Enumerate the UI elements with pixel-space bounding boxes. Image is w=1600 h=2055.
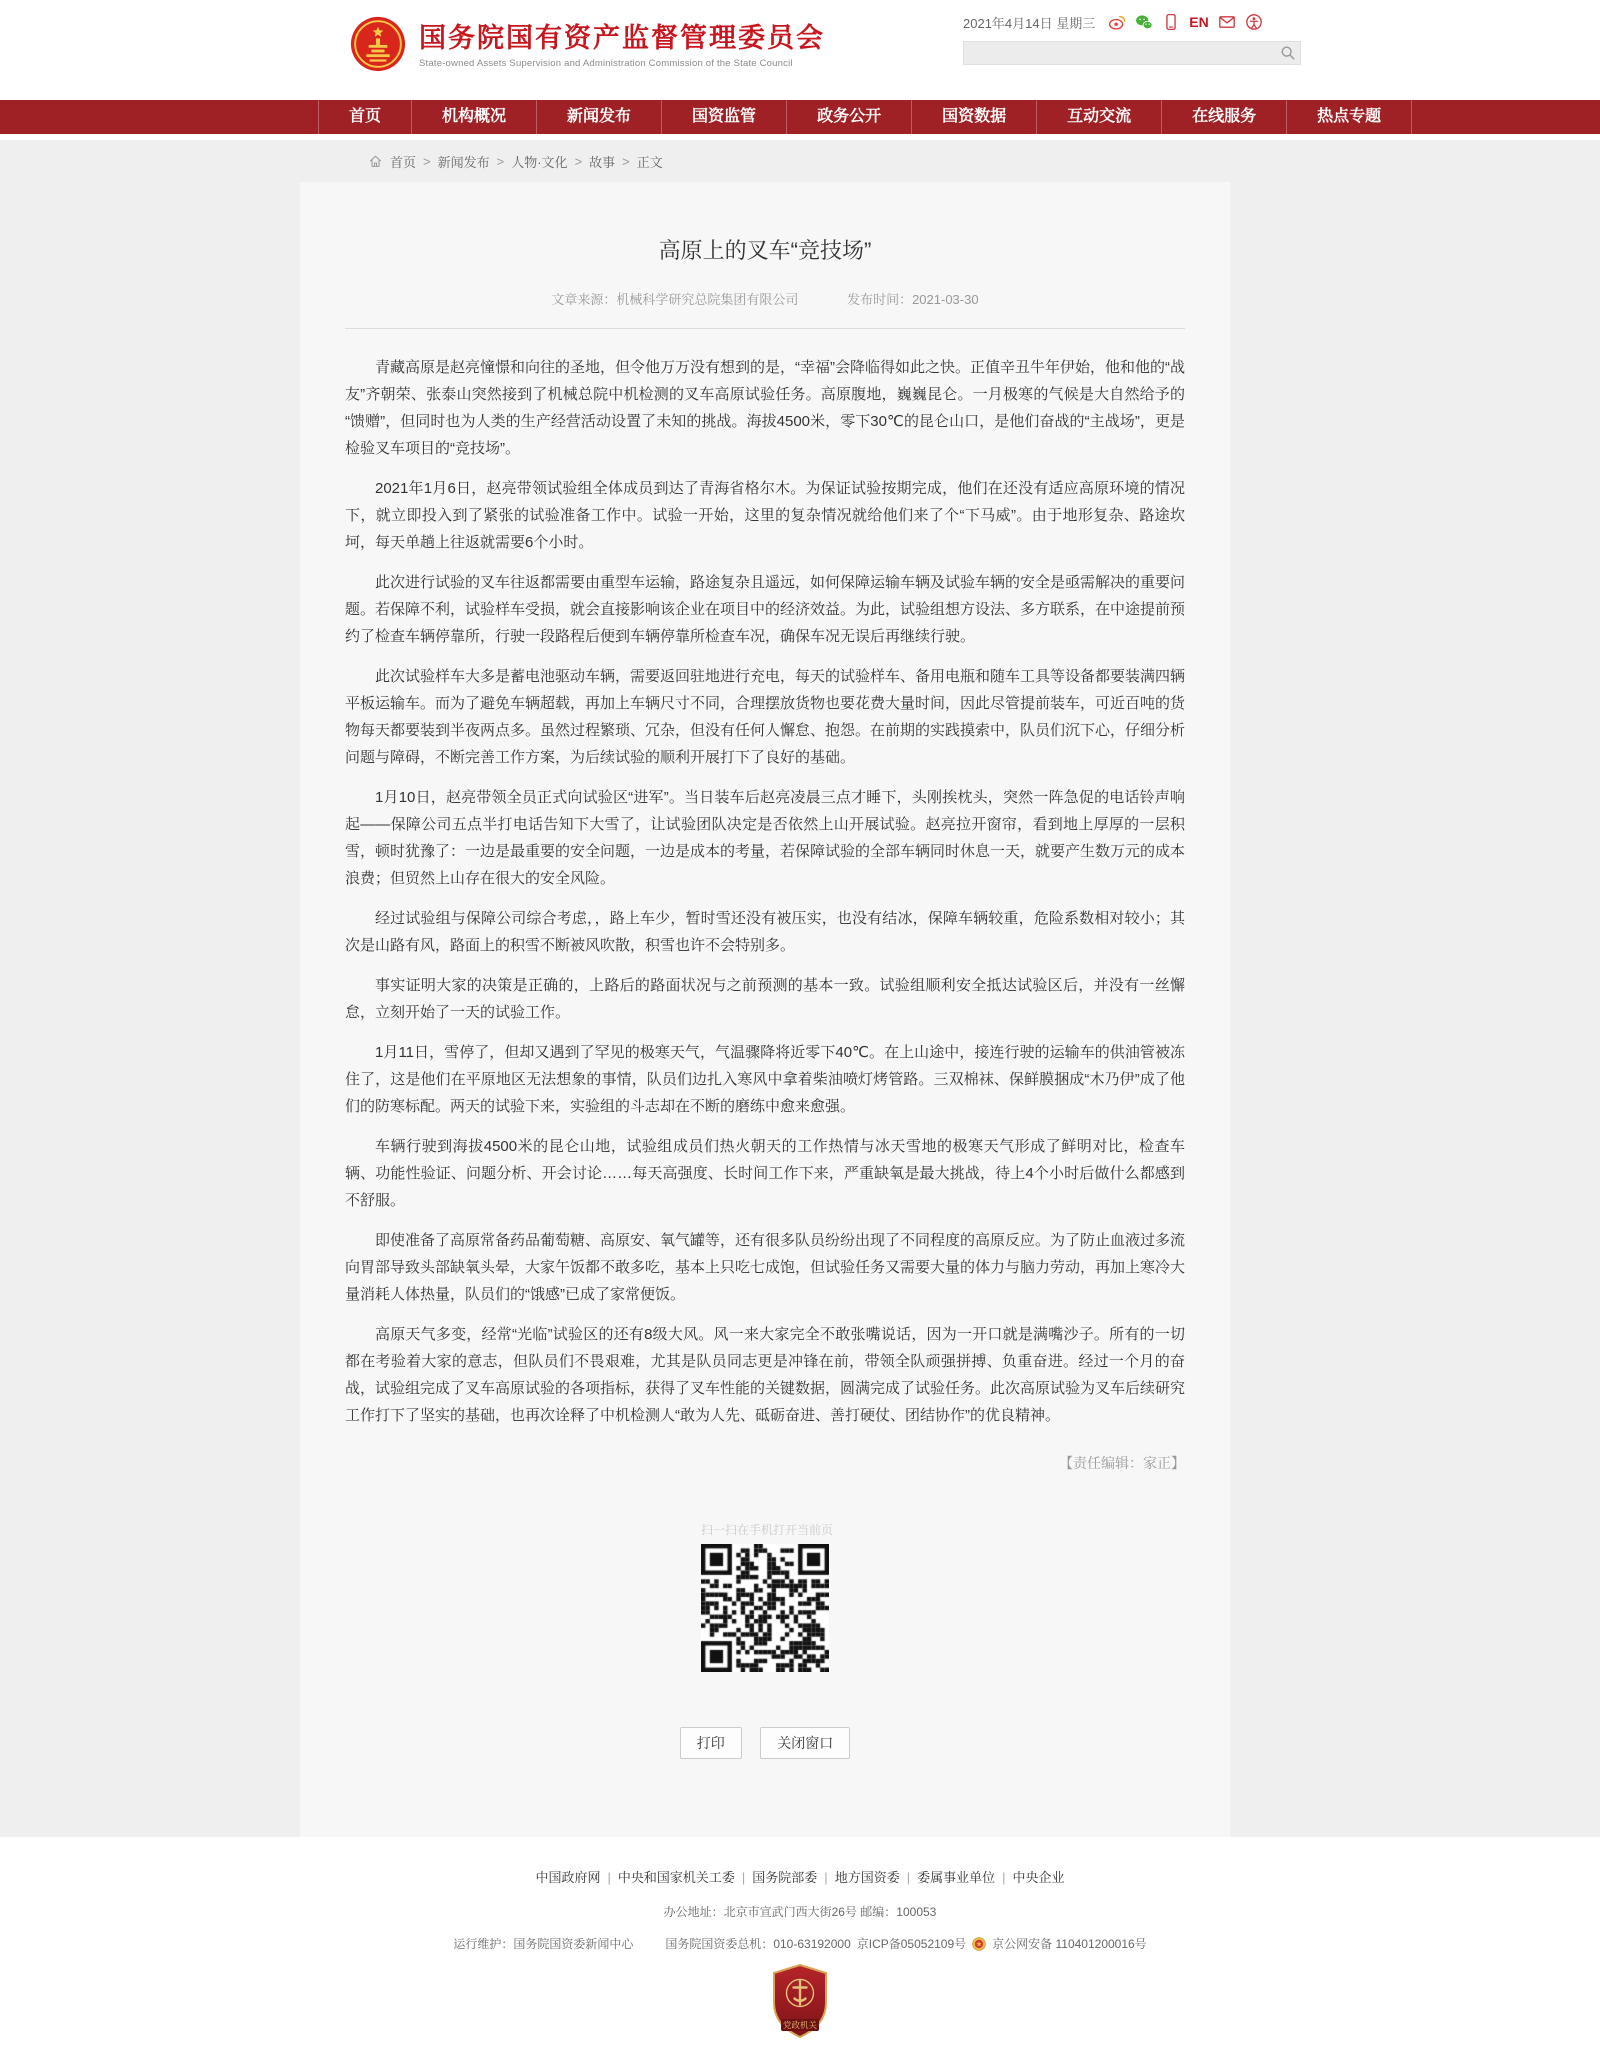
article-body bbox=[345, 329, 1185, 1429]
breadcrumb-items bbox=[390, 152, 663, 171]
qr-code bbox=[701, 1544, 829, 1672]
article-paragraph: 1月11日，雪停了，但却又遇到了罕见的极寒天气，气温骤降将近零下40℃。在上山途中，接连行驶的运输车的供油管被冻住了，这是他们在平原地区无法想象的事情，队员们边扎入寒风中拿着柴油喷灯烤管路。三双棉袜、保鲜膜捆成“木乃伊”成了他们的防寒标配。两天的试验下来，实验组的斗志却在不断的磨练中愈来愈强。 bbox=[345, 1044, 1185, 1115]
footer-link-4[interactable]: 地方国资委 bbox=[834, 1870, 900, 1885]
article-container bbox=[300, 182, 1230, 1837]
current-date: 2021年4月14日 星期三 bbox=[963, 15, 1096, 31]
page-body bbox=[0, 140, 1600, 1837]
footer-switchboard: 国务院国资委总机：010-63192000 bbox=[665, 1937, 851, 1951]
search-button[interactable] bbox=[1280, 45, 1296, 61]
article-paragraph: 1月10日，赵亮带领全员正式向试验区“进军”。当日装车后赵亮凌晨三点才睡下，头刚挨枕头，突然一阵急促的电话铃声响起——保障公司五点半打电话告知下大雪了，让试验团队决定是否依然上山开展试验。赵亮拉开窗帘，看到地上厚厚的一层积雪，顿时犹豫了：一边是最重要的安全问题，一边是成本的考量，若保障试验的全部车辆同时休息一天，就要产生数万元的成本浪费；但贸然上山存在很大的安全风险。 bbox=[345, 789, 1186, 887]
footer-link-3[interactable]: 国务院部委 bbox=[752, 1870, 818, 1885]
source-value: 机械科学研究总院集团有限公司 bbox=[616, 292, 799, 307]
site-footer bbox=[0, 1837, 1600, 2055]
weibo-icon[interactable] bbox=[1108, 13, 1126, 31]
article-paragraph: 车辆行驶到海拔4500米的昆仑山地，试验组成员们热火朝天的工作热情与冰天雪地的极寒天气形成了鲜明对比，检查车辆、功能性验证、问题分析、开会讨论……每天高强度、长时间工作下来，严重缺氧是最大挑战，待上4个小时后做什么都感到不舒服。 bbox=[345, 1138, 1185, 1209]
accessibility-icon[interactable] bbox=[1245, 13, 1263, 31]
article-paragraph: 青藏高原是赵亮憧憬和向往的圣地，但令他万万没有想到的是，“幸福”会降临得如此之快。正值辛丑牛年伊始，他和他的“战友”齐朝荣、张泰山突然接到了机械总院中机检测的叉车高原试验任务。高原腹地，巍巍昆仑。一月极寒的气候是大自然给予的“馈赠”，但同时也为人类的生产经营活动设置了未知的挑战。海拔4500米，零下30℃的昆仑山口，是他们奋战的“主战场”，更是检验叉车项目的“竞技场”。 bbox=[345, 359, 1185, 457]
article-title: 高原上的叉车“竞技场” bbox=[658, 238, 872, 263]
site-brand bbox=[350, 16, 825, 77]
breadcrumb-item-2[interactable]: 新闻发布 bbox=[437, 154, 490, 170]
footer-links bbox=[0, 1867, 1600, 1886]
footer-info bbox=[0, 1935, 1600, 1952]
breadcrumb bbox=[368, 150, 1600, 172]
article-paragraph: 即使准备了高原常备药品葡萄糖、高原安、氧气罐等，还有很多队员纷纷出现了不同程度的高原反应。为了防止血液过多流向胃部导致头部缺氧头晕，大家午饭都不敢多吃，基本上只吃七成饱，但试验任务又需要大量的体力与脑力劳动，再加上寒冷大量消耗人体热量，队员们的“饿感”已成了家常便饭。 bbox=[345, 1232, 1186, 1303]
nav-item-3[interactable]: 新闻发布 bbox=[536, 100, 661, 134]
article-paragraph: 此次试验样车大多是蓄电池驱动车辆，需要返回驻地进行充电，每天的试验样车、备用电瓶和随车工具等设备都要装满四辆平板运输车。而为了避免车辆超载，再加上车辆尺寸不同，合理摆放货物也要花费大量时间，因此尽管提前装车，可近百吨的货物每天都要装到半夜两点多。虽然过程繁琐、冗杂，但没有任何人懈怠、抱怨。在前期的实践摸索中，队员们沉下心，仔细分析问题与障碍，不断完善工作方案，为后续试验的顺利开展打下了良好的基础。 bbox=[345, 668, 1186, 766]
nav-item-4[interactable]: 国资监管 bbox=[661, 100, 786, 134]
breadcrumb-separator: > bbox=[622, 153, 630, 169]
publish-time-label: 发布时间： bbox=[847, 292, 913, 307]
english-version-link[interactable]: EN bbox=[1189, 14, 1209, 30]
article-meta bbox=[345, 289, 1185, 308]
header-utilities bbox=[963, 12, 1313, 65]
footer-security-link[interactable]: 京公网安备 110401200016号 bbox=[992, 1937, 1147, 1951]
nav-item-5[interactable]: 政务公开 bbox=[786, 100, 911, 134]
site-title: 国务院国有资产监督管理委员会 bbox=[419, 23, 825, 53]
search-icon bbox=[1280, 45, 1296, 61]
breadcrumb-item-4[interactable]: 故事 bbox=[589, 154, 616, 170]
article-paragraph: 高原天气多变，经常“光临”试验区的还有8级大风。风一来大家完全不敢张嘴说话，因为一开口就是满嘴沙子。所有的一切都在考验着大家的意志，但队员们不畏艰难，尤其是队员同志更是冲锋在前，带领全队顽强拼搏、负重奋进。经过一个月的奋战，试验组完成了叉车高原试验的各项指标，获得了叉车性能的关键数据，圆满完成了试验任务。此次高原试验为叉车后续研究工作打下了坚实的基础，也再次诠释了中机检测人“敢为人先、砥砺奋进、善打硬仗、团结协作”的优良精神。 bbox=[345, 1326, 1186, 1424]
site-subtitle: State-owned Assets Supervision and Administration Commission of the State Council bbox=[419, 58, 793, 70]
footer-link-2[interactable]: 中央和国家机关工委 bbox=[617, 1870, 735, 1885]
footer-link-6[interactable]: 中央企业 bbox=[1012, 1870, 1065, 1885]
police-badge-icon bbox=[972, 1937, 986, 1951]
breadcrumb-item-3[interactable]: 人物·文化 bbox=[511, 154, 568, 170]
nav-item-9[interactable]: 热点专题 bbox=[1286, 100, 1412, 134]
breadcrumb-separator: > bbox=[423, 153, 431, 169]
mobile-icon[interactable] bbox=[1162, 13, 1180, 31]
brand-text bbox=[419, 16, 825, 69]
publish-time-value: 2021-03-30 bbox=[912, 292, 979, 307]
nav-item-1[interactable]: 首页 bbox=[318, 100, 411, 134]
footer-link-5[interactable]: 委属事业单位 bbox=[917, 1870, 996, 1885]
footer-separator: | bbox=[906, 1870, 911, 1885]
footer-separator: | bbox=[824, 1870, 828, 1885]
article-paragraph: 2021年1月6日，赵亮带领试验组全体成员到达了青海省格尔木。为保证试验按期完成，他们在还没有适应高原环境的情况下，就立即投入到了紧张的试验准备工作中。试验一开始，这里的复杂情况就给他们来了个“下马威”。由于地形复杂、路途坎坷，每天单趟上往返就需要6个小时。 bbox=[345, 480, 1185, 551]
nav-item-2[interactable]: 机构概况 bbox=[411, 100, 536, 134]
footer-link-1[interactable]: 中国政府网 bbox=[535, 1870, 601, 1885]
gov-badge-label: 党政机关 bbox=[782, 2019, 818, 2030]
qr-block bbox=[701, 1521, 834, 1672]
source-label: 文章来源： bbox=[551, 292, 617, 307]
action-buttons bbox=[345, 1727, 1185, 1759]
nav-item-8[interactable]: 在线服务 bbox=[1161, 100, 1286, 134]
mail-icon[interactable] bbox=[1218, 13, 1236, 31]
site-header bbox=[0, 0, 1600, 100]
nav-item-6[interactable]: 国资数据 bbox=[911, 100, 1036, 134]
breadcrumb-separator: > bbox=[496, 153, 505, 169]
article-paragraph: 此次进行试验的叉车往返都需要由重型车运输，路途复杂且遥远，如何保障运输车辆及试验车辆的安全是亟需解决的重要问题。若保障不利，试验样车受损，就会直接影响该企业在项目中的经济效益。为此，试验组想方设法、多方联系，在中途提前预约了检查车辆停靠所，行驶一段路程后便到车辆停靠所检查车况，确保车况无误后再继续行驶。 bbox=[345, 574, 1186, 645]
main-nav bbox=[318, 100, 1600, 134]
footer-address: 办公地址：北京市宣武门西大街26号 邮编：100053 bbox=[663, 1905, 937, 1919]
gov-badge[interactable] bbox=[0, 1964, 1600, 2043]
wechat-icon[interactable] bbox=[1135, 13, 1153, 31]
article-paragraph: 经过试验组与保障公司综合考虑，，路上车少，暂时雪还没有被压实，也没有结冰，保障车辆较重，危险系数相对较小；其次是山路有风，路面上的积雪不断被风吹散，积雪也许不会特别多。 bbox=[345, 910, 1185, 954]
breadcrumb-item-1[interactable]: 首页 bbox=[390, 154, 417, 170]
breadcrumb-item-5: 正文 bbox=[636, 154, 663, 170]
national-emblem-logo bbox=[350, 16, 406, 77]
qr-tip: 扫一扫在手机打开当前页 bbox=[701, 1523, 834, 1537]
search-input[interactable] bbox=[964, 42, 1285, 64]
footer-separator: | bbox=[607, 1870, 611, 1885]
nav-item-7[interactable]: 互动交流 bbox=[1036, 100, 1161, 134]
home-icon[interactable] bbox=[368, 154, 383, 169]
footer-separator: | bbox=[741, 1870, 746, 1885]
article-paragraph: 事实证明大家的决策是正确的，上路后的路面状况与之前预测的基本一致。试验组顺利安全抵达试验区后，并没有一丝懈怠，立刻开始了一天的试验工作。 bbox=[345, 977, 1185, 1021]
close-window-button[interactable]: 关闭窗口 bbox=[760, 1727, 850, 1759]
site-search bbox=[963, 41, 1301, 65]
print-button[interactable]: 打印 bbox=[680, 1727, 742, 1759]
footer-maintain: 运行维护：国务院国资委新闻中心 bbox=[453, 1937, 634, 1951]
footer-icp-link[interactable]: 京ICP备05052109号 bbox=[856, 1937, 967, 1951]
main-nav-bar bbox=[0, 100, 1600, 134]
breadcrumb-separator: > bbox=[574, 153, 583, 169]
editor-line: 【责任编辑：家正】 bbox=[1059, 1455, 1185, 1471]
footer-separator: | bbox=[1002, 1870, 1006, 1885]
